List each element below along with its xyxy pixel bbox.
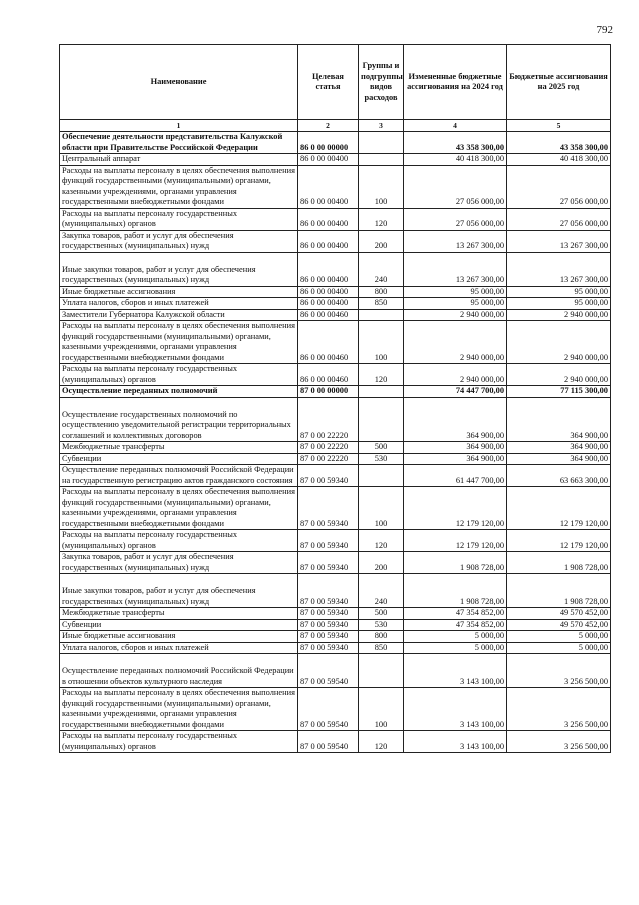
row-amount-2024: 27 056 000,00: [404, 208, 507, 230]
row-target-code: 86 0 00 00460: [298, 364, 359, 386]
row-amount-2025: 3 256 500,00: [507, 688, 611, 731]
row-name: Уплата налогов, сборов и иных платежей: [60, 642, 298, 654]
row-target-code: 87 0 00 59540: [298, 654, 359, 688]
row-amount-2024: 5 000,00: [404, 631, 507, 643]
table-row: [60, 619, 611, 631]
table-row: [60, 654, 611, 688]
row-amount-2025: 5 000,00: [507, 642, 611, 654]
row-amount-2024: 2 940 000,00: [404, 364, 507, 386]
table-row: [60, 397, 611, 442]
row-target-code: 87 0 00 59340: [298, 552, 359, 574]
row-amount-2024: 95 000,00: [404, 298, 507, 310]
row-group-code: 100: [359, 165, 404, 208]
table-row: [60, 154, 611, 166]
row-group-code: 120: [359, 731, 404, 753]
row-name: Обеспечение деятельности представительства Калужской области при Правительстве Российской Федерации: [60, 132, 298, 154]
row-amount-2025: 40 418 300,00: [507, 154, 611, 166]
row-amount-2025: 364 900,00: [507, 453, 611, 465]
row-name: Уплата налогов, сборов и иных платежей: [60, 298, 298, 310]
table-row: [60, 688, 611, 731]
table-row: [60, 364, 611, 386]
page-number: 792: [596, 24, 613, 36]
row-group-code: 100: [359, 321, 404, 364]
row-amount-2025: 1 908 728,00: [507, 552, 611, 574]
header-target: Целевая статья: [298, 45, 359, 120]
row-amount-2024: 95 000,00: [404, 286, 507, 298]
row-target-code: 87 0 00 59340: [298, 530, 359, 552]
header-number-row: [60, 120, 611, 132]
row-name: Межбюджетные трансферты: [60, 608, 298, 620]
row-name: Иные бюджетные ассигнования: [60, 286, 298, 298]
table-row: [60, 208, 611, 230]
row-name: Субвенции: [60, 619, 298, 631]
row-target-code: 87 0 00 59340: [298, 487, 359, 530]
row-name: Расходы на выплаты персоналу государственных (муниципальных) органов: [60, 731, 298, 753]
row-amount-2025: 2 940 000,00: [507, 321, 611, 364]
row-group-code: [359, 386, 404, 398]
row-amount-2025: 63 663 300,00: [507, 465, 611, 487]
table-row: [60, 309, 611, 321]
row-group-code: [359, 397, 404, 442]
row-name: Иные закупки товаров, работ и услуг для обеспечения государственных (муниципальных) нужд: [60, 574, 298, 608]
row-amount-2025: 13 267 300,00: [507, 252, 611, 286]
row-amount-2025: 43 358 300,00: [507, 132, 611, 154]
row-amount-2025: 3 256 500,00: [507, 654, 611, 688]
row-amount-2024: 47 354 852,00: [404, 619, 507, 631]
table-row: [60, 298, 611, 310]
table-row: [60, 165, 611, 208]
row-amount-2024: 27 056 000,00: [404, 165, 507, 208]
table-body: [60, 132, 611, 753]
row-amount-2025: 27 056 000,00: [507, 165, 611, 208]
row-group-code: 530: [359, 453, 404, 465]
row-name: Центральный аппарат: [60, 154, 298, 166]
row-amount-2025: 95 000,00: [507, 298, 611, 310]
row-target-code: 87 0 00 59340: [298, 465, 359, 487]
row-amount-2025: 77 115 300,00: [507, 386, 611, 398]
row-group-code: [359, 154, 404, 166]
row-name: Иные закупки товаров, работ и услуг для обеспечения государственных (муниципальных) нужд: [60, 252, 298, 286]
row-amount-2024: 47 354 852,00: [404, 608, 507, 620]
row-target-code: 86 0 00 00000: [298, 132, 359, 154]
row-amount-2024: 2 940 000,00: [404, 309, 507, 321]
header-row: [60, 45, 611, 120]
header-number: 2: [298, 120, 359, 132]
row-amount-2024: 364 900,00: [404, 397, 507, 442]
row-amount-2024: 12 179 120,00: [404, 487, 507, 530]
budget-table: [59, 44, 611, 753]
row-target-code: 86 0 00 00400: [298, 286, 359, 298]
row-group-code: 240: [359, 574, 404, 608]
header-number: 1: [60, 120, 298, 132]
row-group-code: 850: [359, 642, 404, 654]
row-group-code: 120: [359, 208, 404, 230]
row-name: Расходы на выплаты персоналу государственных (муниципальных) органов: [60, 208, 298, 230]
header-number: 3: [359, 120, 404, 132]
row-group-code: 120: [359, 364, 404, 386]
table-row: [60, 731, 611, 753]
table-row: [60, 608, 611, 620]
row-group-code: 120: [359, 530, 404, 552]
row-amount-2025: 2 940 000,00: [507, 309, 611, 321]
row-name: Расходы на выплаты персоналу в целях обеспечения выполнения функций государственными (муниципальными) органами, казенными учреждениями, органами управления государственными внебюджетными фондами: [60, 487, 298, 530]
row-amount-2025: 49 570 452,00: [507, 608, 611, 620]
row-name: Осуществление переданных полномочий Российской Федерации в отношении объектов культурного наследия: [60, 654, 298, 688]
row-name: Закупка товаров, работ и услуг для обеспечения государственных (муниципальных) нужд: [60, 552, 298, 574]
row-target-code: 86 0 00 00400: [298, 298, 359, 310]
table-row: [60, 442, 611, 454]
row-amount-2025: 364 900,00: [507, 397, 611, 442]
row-target-code: 86 0 00 00460: [298, 309, 359, 321]
row-name: Расходы на выплаты персоналу государственных (муниципальных) органов: [60, 530, 298, 552]
row-amount-2024: 74 447 700,00: [404, 386, 507, 398]
row-target-code: 87 0 00 59340: [298, 642, 359, 654]
row-name: Субвенции: [60, 453, 298, 465]
row-name: Заместители Губернатора Калужской области: [60, 309, 298, 321]
table-row: [60, 552, 611, 574]
header-number: 4: [404, 120, 507, 132]
row-amount-2025: 13 267 300,00: [507, 230, 611, 252]
row-target-code: 87 0 00 59340: [298, 619, 359, 631]
header-changed-2024: Измененные бюджетные ассигнования на 2024 год: [404, 45, 507, 120]
row-amount-2025: 3 256 500,00: [507, 731, 611, 753]
row-amount-2025: 2 940 000,00: [507, 364, 611, 386]
row-name: Межбюджетные трансферты: [60, 442, 298, 454]
row-amount-2024: 13 267 300,00: [404, 230, 507, 252]
header-budget-2025: Бюджетные ассигнования на 2025 год: [507, 45, 611, 120]
table-row: [60, 230, 611, 252]
row-target-code: 87 0 00 59340: [298, 608, 359, 620]
row-amount-2025: 12 179 120,00: [507, 530, 611, 552]
row-group-code: 240: [359, 252, 404, 286]
table-row: [60, 321, 611, 364]
header-name: Наименование: [60, 45, 298, 120]
row-name: Осуществление переданных полномочий: [60, 386, 298, 398]
row-amount-2024: 1 908 728,00: [404, 574, 507, 608]
row-amount-2024: 1 908 728,00: [404, 552, 507, 574]
row-amount-2024: 364 900,00: [404, 453, 507, 465]
row-amount-2024: 40 418 300,00: [404, 154, 507, 166]
row-group-code: 200: [359, 230, 404, 252]
table-row: [60, 631, 611, 643]
row-group-code: 500: [359, 608, 404, 620]
row-amount-2025: 1 908 728,00: [507, 574, 611, 608]
row-amount-2025: 49 570 452,00: [507, 619, 611, 631]
row-amount-2025: 12 179 120,00: [507, 487, 611, 530]
row-target-code: 87 0 00 59340: [298, 631, 359, 643]
row-amount-2024: 43 358 300,00: [404, 132, 507, 154]
row-amount-2024: 61 447 700,00: [404, 465, 507, 487]
row-group-code: [359, 465, 404, 487]
row-target-code: 87 0 00 59540: [298, 688, 359, 731]
row-amount-2024: 5 000,00: [404, 642, 507, 654]
row-group-code: [359, 132, 404, 154]
row-amount-2025: 364 900,00: [507, 442, 611, 454]
row-name: Расходы на выплаты персоналу в целях обеспечения выполнения функций государственными (муниципальными) органами, казенными учреждениями, органами управления государственными внебюджетными фондами: [60, 165, 298, 208]
table-row: [60, 487, 611, 530]
row-amount-2024: 13 267 300,00: [404, 252, 507, 286]
row-amount-2024: 364 900,00: [404, 442, 507, 454]
row-name: Осуществление государственных полномочий по осуществлению уведомительной регистрации территориальных соглашений и коллективных договоров: [60, 397, 298, 442]
row-group-code: 850: [359, 298, 404, 310]
row-group-code: [359, 654, 404, 688]
row-group-code: [359, 309, 404, 321]
table-row: [60, 465, 611, 487]
table-row: [60, 386, 611, 398]
row-amount-2025: 27 056 000,00: [507, 208, 611, 230]
row-target-code: 86 0 00 00400: [298, 154, 359, 166]
table-row: [60, 642, 611, 654]
row-amount-2024: 2 940 000,00: [404, 321, 507, 364]
row-amount-2024: 3 143 100,00: [404, 731, 507, 753]
row-group-code: 100: [359, 487, 404, 530]
row-target-code: 86 0 00 00400: [298, 165, 359, 208]
row-group-code: 800: [359, 631, 404, 643]
row-target-code: 86 0 00 00400: [298, 208, 359, 230]
row-amount-2025: 95 000,00: [507, 286, 611, 298]
header-number: 5: [507, 120, 611, 132]
row-name: Расходы на выплаты персоналу государственных (муниципальных) органов: [60, 364, 298, 386]
row-target-code: 87 0 00 00000: [298, 386, 359, 398]
row-name: Закупка товаров, работ и услуг для обеспечения государственных (муниципальных) нужд: [60, 230, 298, 252]
row-target-code: 87 0 00 59540: [298, 731, 359, 753]
row-amount-2025: 5 000,00: [507, 631, 611, 643]
table-row: [60, 453, 611, 465]
row-target-code: 87 0 00 22220: [298, 453, 359, 465]
row-target-code: 86 0 00 00400: [298, 252, 359, 286]
row-target-code: 86 0 00 00460: [298, 321, 359, 364]
header-group: Группы и подгруппы видов расходов: [359, 45, 404, 120]
table-row: [60, 530, 611, 552]
row-group-code: 530: [359, 619, 404, 631]
row-name: Расходы на выплаты персоналу в целях обеспечения выполнения функций государственными (муниципальными) органами, казенными учреждениями, органами управления государственными внебюджетными фондами: [60, 321, 298, 364]
row-group-code: 800: [359, 286, 404, 298]
row-target-code: 87 0 00 22220: [298, 397, 359, 442]
row-target-code: 86 0 00 00400: [298, 230, 359, 252]
row-name: Расходы на выплаты персоналу в целях обеспечения выполнения функций государственными (муниципальными) органами, казенными учреждениями, органами управления государственными внебюджетными фондами: [60, 688, 298, 731]
table-row: [60, 252, 611, 286]
row-group-code: 500: [359, 442, 404, 454]
table-row: [60, 132, 611, 154]
table-row: [60, 286, 611, 298]
row-target-code: 87 0 00 59340: [298, 574, 359, 608]
row-amount-2024: 12 179 120,00: [404, 530, 507, 552]
row-amount-2024: 3 143 100,00: [404, 688, 507, 731]
row-name: Осуществление переданных полномочий Российской Федерации на государственную регистрацию актов гражданского состояния: [60, 465, 298, 487]
table-row: [60, 574, 611, 608]
row-group-code: 100: [359, 688, 404, 731]
row-amount-2024: 3 143 100,00: [404, 654, 507, 688]
row-target-code: 87 0 00 22220: [298, 442, 359, 454]
row-group-code: 200: [359, 552, 404, 574]
row-name: Иные бюджетные ассигнования: [60, 631, 298, 643]
